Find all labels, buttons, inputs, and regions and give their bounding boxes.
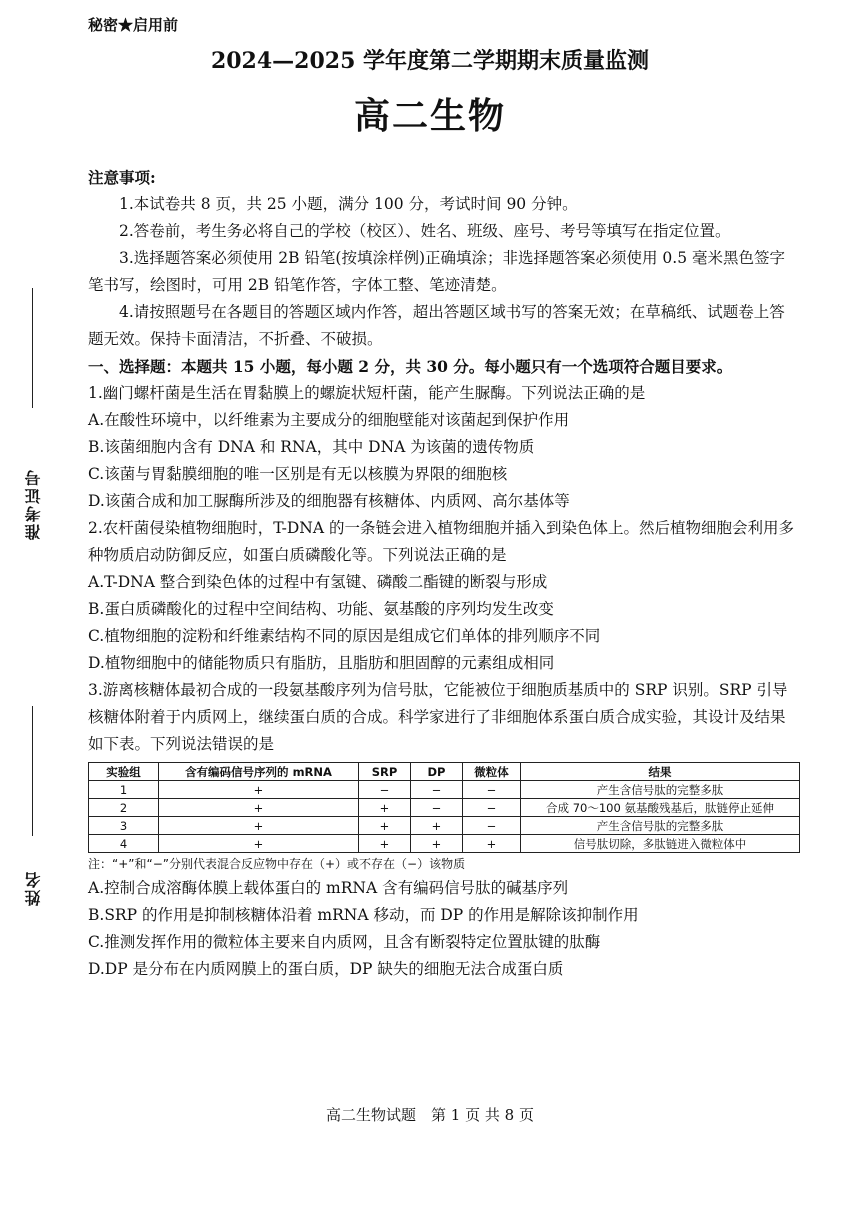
table-header: SRP — [359, 763, 411, 781]
table-cell: + — [463, 835, 521, 853]
table-note: 注：“+”和“−”分别代表混合反应物中存在（+）或不存在（−）该物质 — [88, 857, 466, 871]
table-cell: + — [411, 835, 463, 853]
option-b: B.该菌细胞内含有 DNA 和 RNA，其中 DNA 为该菌的遗传物质 — [88, 438, 535, 456]
question-stem: 3.游离核糖体最初合成的一段氨基酸序列为信号肽，它能被位于细胞质基质中的 SRP 识别。SRP 引导核糖体附着于内质网上，继续蛋白质的合成。科学家进行了非细胞体系蛋白质合成实验，其设计及结果如下表。下列说法错误的是 — [88, 681, 788, 753]
question-stem: 1.幽门螺杆菌是生活在胃黏膜上的螺旋状短杆菌，能产生脲酶。下列说法正确的是 — [88, 384, 646, 402]
option-d: D.DP 是分布在内质网膜上的蛋白质，DP 缺失的细胞无法合成蛋白质 — [88, 960, 564, 978]
table-cell: − — [463, 817, 521, 835]
table-cell: 3 — [89, 817, 159, 835]
table-cell: 4 — [89, 835, 159, 853]
notice-item: 3.选择题答案必须使用 2B 铅笔(按填涂样例)正确填涂；非选择题答案必须使用 0.5 毫米黑色签字笔书写，绘图时，可用 2B 铅笔作答，字体工整、笔迹清楚。 — [88, 249, 785, 294]
table-cell: + — [411, 817, 463, 835]
option-c: C.植物细胞的淀粉和纤维素结构不同的原因是组成它们单体的排列顺序不同 — [88, 627, 601, 645]
table-cell: + — [359, 835, 411, 853]
table-header: 实验组 — [89, 763, 159, 781]
table-header: DP — [411, 763, 463, 781]
exam-no-line — [32, 288, 33, 408]
secret-label: 秘密★启用前 — [88, 16, 179, 34]
table-cell: + — [359, 817, 411, 835]
table-cell: 信号肽切除，多肽链进入微粒体中 — [521, 835, 800, 853]
experiment-table — [88, 762, 800, 853]
option-d: D.该菌合成和加工脲酶所涉及的细胞器有核糖体、内质网、高尔基体等 — [88, 492, 570, 510]
table-cell: + — [159, 817, 359, 835]
name-line — [32, 706, 33, 836]
table-cell: + — [359, 799, 411, 817]
table-header: 含有编码信号序列的 mRNA — [159, 763, 359, 781]
notice-item: 2.答卷前，考生务必将自己的学校（校区）、姓名、班级、座号、考号等填写在指定位置。 — [119, 222, 731, 240]
table-cell: − — [463, 799, 521, 817]
section-title: 一、选择题：本题共 15 小题，每小题 2 分，共 30 分。每小题只有一个选项符合题目要求。 — [88, 357, 733, 376]
table-header: 结果 — [521, 763, 800, 781]
table-cell: − — [411, 781, 463, 799]
notice-title: 注意事项: — [88, 168, 156, 187]
notice-item: 1.本试卷共 8 页，共 25 小题，满分 100 分，考试时间 90 分钟。 — [119, 195, 578, 213]
option-a: A.在酸性环境中，以纤维素为主要成分的细胞壁能对该菌起到保护作用 — [88, 411, 570, 429]
option-c: C.该菌与胃黏膜细胞的唯一区别是有无以核膜为界限的细胞核 — [88, 465, 508, 483]
option-d: D.植物细胞中的储能物质只有脂肪，且脂肪和胆固醇的元素组成相同 — [88, 654, 555, 672]
page-footer: 高二生物试题 第 1 页 共 8 页 — [326, 1106, 534, 1124]
exam-title: 2024—2025 学年度第二学期期末质量监测 — [210, 48, 650, 74]
table-cell: 合成 70～100 氨基酸残基后，肽链停止延伸 — [521, 799, 800, 817]
exam-no-label: 准考证号 — [24, 468, 43, 540]
table-header-row — [89, 763, 800, 781]
option-b: B.蛋白质磷酸化的过程中空间结构、功能、氨基酸的序列均发生改变 — [88, 600, 554, 618]
table-cell: 产生含信号肽的完整多肽 — [521, 817, 800, 835]
table-row — [89, 835, 800, 853]
question-stem: 2.农杆菌侵染植物细胞时，T-DNA 的一条链会进入植物细胞并插入到染色体上。然后植物细胞会利用多种物质启动防御反应，如蛋白质磷酸化等。下列说法正确的是 — [88, 519, 794, 564]
table-cell: 2 — [89, 799, 159, 817]
table-cell: + — [159, 781, 359, 799]
exam-content — [88, 164, 800, 983]
table-header: 微粒体 — [463, 763, 521, 781]
option-a: A.T-DNA 整合到染色体的过程中有氢键、磷酸二酯键的断裂与形成 — [88, 573, 548, 591]
table-cell: + — [159, 835, 359, 853]
option-a: A.控制合成溶酶体膜上载体蛋白的 mRNA 含有编码信号肽的碱基序列 — [88, 879, 569, 897]
table-cell: − — [359, 781, 411, 799]
table-cell: + — [159, 799, 359, 817]
table-cell: 1 — [89, 781, 159, 799]
option-c: C.推测发挥作用的微粒体主要来自内质网，且含有断裂特定位置肽键的肽酶 — [88, 933, 601, 951]
name-label: 姓名 — [24, 870, 43, 906]
notice-item: 4.请按照题号在各题目的答题区域内作答，超出答题区域书写的答案无效；在草稿纸、试题卷上答题无效。保持卡面清洁，不折叠、不破损。 — [88, 303, 785, 348]
table-row — [89, 799, 800, 817]
table-row — [89, 781, 800, 799]
table-cell: − — [411, 799, 463, 817]
table-row — [89, 817, 800, 835]
table-cell: − — [463, 781, 521, 799]
subject-title: 高二生物 — [353, 95, 506, 137]
option-b: B.SRP 的作用是抑制核糖体沿着 mRNA 移动，而 DP 的作用是解除该抑制作用 — [88, 906, 639, 924]
table-cell: 产生含信号肽的完整多肽 — [521, 781, 800, 799]
